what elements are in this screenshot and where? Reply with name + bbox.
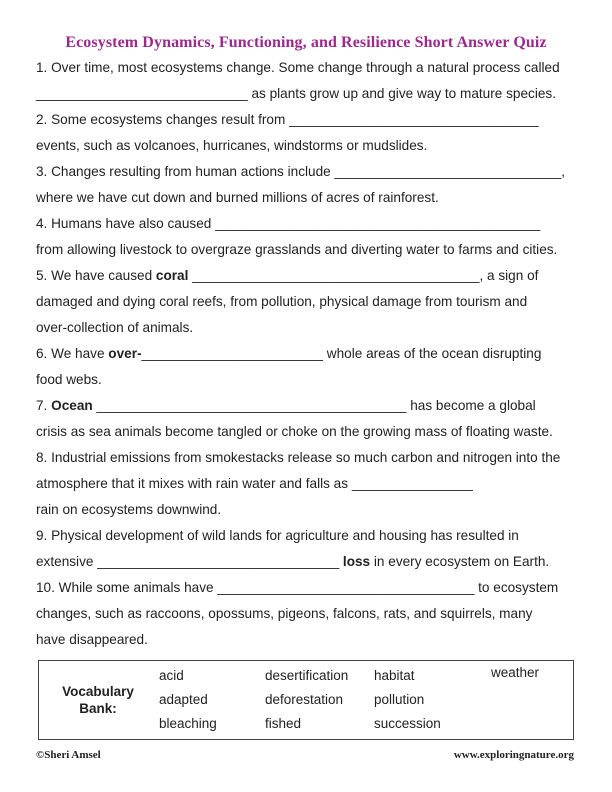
question-2-line-2: events, such as volcanoes, hurricanes, windstorms or mudslides.	[36, 138, 428, 153]
question-8-line-3: rain on ecosystems downwind.	[36, 502, 222, 517]
vocab-word: pollution	[374, 692, 425, 707]
question-9-line-1: 9. Physical development of wild lands for agriculture and housing has resulted in	[36, 528, 519, 543]
question-2-line-1: 2. Some ecosystems changes result from _________________________________	[36, 112, 539, 127]
question-5-line-3: over-collection of animals.	[36, 320, 194, 335]
copyright-footer: ©Sheri Amsel	[36, 749, 101, 761]
question-7-keyword: Ocean	[51, 398, 93, 413]
question-6-keyword: over-	[108, 346, 142, 361]
vocabulary-label-line-2: Bank:	[79, 701, 117, 716]
vocab-word: desertification	[265, 668, 349, 683]
question-4-line-1: 4. Humans have also caused ___________________________________________	[36, 216, 541, 231]
question-8-line-1: 8. Industrial emissions from smokestacks release so much carbon and nitrogen into the	[36, 450, 561, 465]
vocab-word: bleaching	[159, 716, 217, 731]
question-3-line-2: where we have cut down and burned millions of acres of rainforest.	[36, 190, 439, 205]
vocab-word: habitat	[374, 668, 415, 683]
question-8-line-2: atmosphere that it mixes with rain water and falls as ________________	[36, 476, 473, 491]
question-6-line-1	[36, 341, 541, 367]
question-7-suffix: _________________________________________ has become a global	[92, 398, 536, 413]
question-9-prefix: extensive ________________________________	[36, 554, 343, 569]
question-10-line-2: changes, such as raccoons, opossums, pigeons, falcons, rats, and squirrels, many	[36, 606, 533, 621]
question-6-line-2: food webs.	[36, 372, 102, 387]
page-title: Ecosystem Dynamics, Functioning, and Resilience Short Answer Quiz	[65, 34, 547, 51]
question-1-line-2: ____________________________ as plants grow up and give way to mature species.	[36, 86, 556, 101]
website-footer: www.exploringnature.org	[453, 749, 574, 761]
question-9-keyword: loss	[342, 554, 371, 569]
question-1-line-1: 1. Over time, most ecosystems change. Some change through a natural process called	[36, 60, 560, 75]
question-5-keyword: coral	[155, 268, 189, 283]
vocab-word: fished	[265, 716, 302, 731]
vocabulary-bank-label	[53, 683, 143, 717]
vocab-word: adapted	[159, 692, 208, 707]
question-10-line-3: have disappeared.	[36, 632, 148, 647]
question-7-prefix: 7.	[36, 398, 52, 413]
question-10-line-1: 10. While some animals have __________________________________ to ecosystem	[36, 580, 559, 595]
question-6-prefix: 6. We have	[36, 346, 109, 361]
question-4-line-2: from allowing livestock to overgraze grasslands and diverting water to farms and cities.	[36, 242, 558, 257]
question-7-line-2: crisis as sea animals become tangled or choke on the growing mass of floating waste.	[36, 424, 553, 439]
question-3-line-1: 3. Changes resulting from human actions include ______________________________,	[36, 164, 566, 179]
vocab-word: succession	[374, 716, 441, 731]
vocabulary-bank	[38, 660, 574, 740]
vocabulary-label-line-1: Vocabulary	[62, 684, 134, 699]
question-5-line-1	[36, 263, 538, 289]
vocab-word: deforestation	[265, 692, 344, 707]
question-5-line-2: damaged and dying coral reefs, from pollution, physical damage from tourism and	[36, 294, 528, 309]
question-6-suffix: ________________________ whole areas of the ocean disrupting	[141, 346, 542, 361]
question-9-line-2	[36, 549, 549, 575]
vocab-word: weather	[491, 665, 540, 680]
question-9-suffix: in every ecosystem on Earth.	[370, 554, 550, 569]
question-7-line-1	[36, 393, 536, 419]
question-5-suffix: ______________________________________, a sign of	[188, 268, 539, 283]
question-5-prefix: 5. We have caused	[36, 268, 156, 283]
vocab-word: acid	[159, 668, 184, 683]
